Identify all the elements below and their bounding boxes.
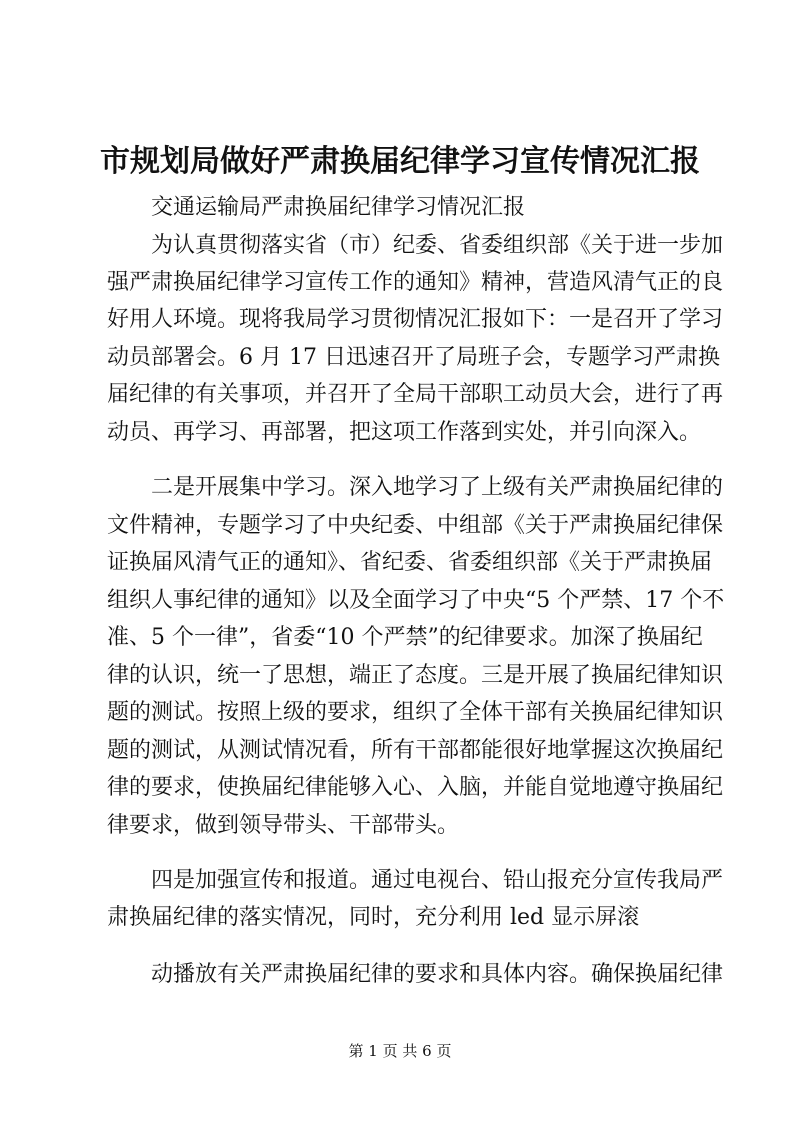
- paragraph-line: 好用人环境。现将我局学习贯彻情况汇报如下：一是召开了学习: [107, 307, 724, 332]
- paragraph-line: 组织人事纪律的通知》以及全面学习了中央“5 个严禁、17 个不: [107, 588, 725, 613]
- paragraph-line: 题的测试。按照上级的要求，组织了全体干部有关换届纪律知识: [107, 700, 724, 725]
- paragraph-line: 证换届风清气正的通知》、省纪委、省委组织部《关于严肃换届: [107, 550, 713, 575]
- paragraph-line: 肃换届纪律的落实情况，同时，充分利用 led 显示屏滚: [107, 905, 640, 930]
- paragraph-line: 届纪律的有关事项，并召开了全局干部职工动员大会，进行了再: [107, 382, 724, 407]
- document-title: 市规划局做好严肃换届纪律学习宣传情况汇报: [100, 144, 700, 179]
- paragraph-line: 律的认识，统一了思想，端正了态度。三是开展了换届纪律知识: [107, 663, 724, 688]
- paragraph-line: 动员、再学习、再部署，把这项工作落到实处，并引向深入。: [107, 420, 702, 445]
- paragraph-line: 准、5 个一律”，省委“10 个严禁”的纪律要求。加深了换届纪: [107, 625, 703, 650]
- paragraph-line: 律要求，做到领导带头、干部带头。: [107, 813, 460, 838]
- paragraph-line: 动播放有关严肃换届纪律的要求和具体内容。确保换届纪律: [151, 962, 724, 987]
- paragraph-line: 律的要求，使换届纪律能够入心、入脑，并能自觉地遵守换届纪: [107, 775, 724, 800]
- paragraph-line: 二是开展集中学习。深入地学习了上级有关严肃换届纪律的: [151, 475, 724, 500]
- paragraph-line: 动员部署会。6 月 17 日迅速召开了局班子会，专题学习严肃换: [107, 345, 720, 370]
- page-number-footer: 第 1 页 共 6 页: [348, 1042, 452, 1060]
- paragraph-line: 文件精神，专题学习了中央纪委、中组部《关于严肃换届纪律保: [107, 513, 724, 538]
- paragraph-line: 强严肃换届纪律学习宣传工作的通知》精神，营造风清气正的良: [107, 270, 724, 295]
- paragraph-line: 为认真贯彻落实省（市）纪委、省委组织部《关于进一步加: [151, 233, 724, 258]
- paragraph-line: 四是加强宣传和报道。通过电视台、铅山报充分宣传我局严: [151, 868, 724, 893]
- paragraph-line: 交通运输局严肃换届纪律学习情况汇报: [151, 195, 526, 220]
- paragraph-line: 题的测试，从测试情况看，所有干部都能很好地掌握这次换届纪: [107, 738, 724, 763]
